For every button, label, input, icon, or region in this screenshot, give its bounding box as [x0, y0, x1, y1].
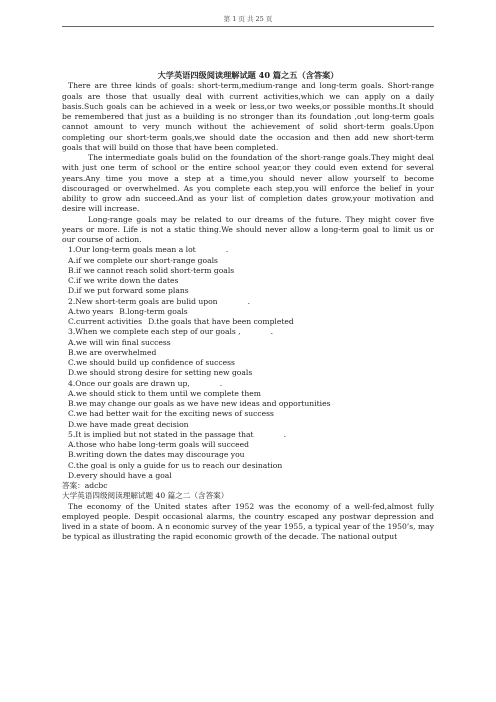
- question-5: 5.It is implied but not stated in the passage that .: [68, 429, 287, 439]
- next-passage-paragraph: The economy of the United states after 1952 was the economy of a well-fed,almost fully employed people. Despit occasional alarms, the country escaped any postwar depression and lived in a state of boom. A n economic survey of the year 1955, a typical year of the 1950’s, may be typical as illustrating the rapid economic growth of the decade. The national output: [62, 501, 434, 542]
- question-5-option-d: D.every should have a goal: [68, 470, 172, 480]
- document-title: 大学英语四级阅读理解试题 40 篇之五（含答案）: [157, 70, 339, 80]
- question-1-option-b: B.if we cannot reach solid short-term goals: [68, 265, 235, 275]
- question-3-option-b: B.we are overwhelmed: [68, 347, 157, 357]
- question-4-option-b: B.we may change our goals as we have new ideas and opportunities: [68, 399, 331, 408]
- question-2: 2.New short-term goals are bulid upon .: [68, 296, 250, 306]
- question-3: 3.When we complete each step of our goals , .: [68, 327, 274, 337]
- question-4-option-c: C.we had better wait for the exciting news of success: [68, 409, 274, 419]
- question-stem: 3.When we complete each step of our goals ,: [68, 327, 241, 337]
- question-4: 4.Once our goals are drawn up, .: [68, 378, 223, 388]
- page-header: 第 1 页 共 25 页: [223, 15, 273, 23]
- question-stem: 4.Once our goals are drawn up,: [68, 378, 190, 388]
- question-1-option-d: D.if we put forward some plans: [68, 286, 189, 296]
- question-2-options-ab: [62, 307, 434, 317]
- next-passage-title: 大学英语四级阅读理解试题 40 篇之二（含答案）: [62, 491, 229, 501]
- question-stem: 2.New short-term goals are bulid upon: [68, 296, 218, 306]
- question-1-option-c: C.if we write down the dates: [68, 276, 179, 285]
- question-2-option-d: D.the goals that have been completed: [148, 317, 294, 326]
- question-stem: 5.It is implied but not stated in the passage that: [68, 429, 254, 439]
- question-2-option-b: B.long-term goals: [119, 306, 188, 316]
- question-3-option-a: A.we will win final success: [68, 337, 171, 347]
- question-2-option-c: C.current activities: [68, 317, 143, 326]
- question-4-option-a: A.we should stick to them until we complete them: [68, 388, 261, 398]
- question-3-option-d: D.we should strong desire for setting new goals: [68, 368, 253, 378]
- question-4-option-d: D.we have made great decision: [68, 419, 189, 429]
- paragraph-3: Long-range goals may be related to our dreams of the future. They might cover five years or more. Life is not a static thing.We should never allow a long-term goal to limit us or our course of action.: [62, 214, 434, 244]
- header-divider: [62, 26, 434, 27]
- document-body: [62, 70, 434, 543]
- paragraph-2: The intermediate goals bulid on the foundation of the short-range goals.They might deal with just one term of school or the entire school year,or they could even extend for several years.Any time you move a step at a time,you should never allow yourself to become discouraged or overwhelmed. As you complete each step,you will enforce the belief in your ability to grow adn succeed.And as your list of completion dates grow,your motivation and desire will increase.: [62, 153, 434, 214]
- question-5-option-a: A.those who habe long-term goals will succeed: [68, 440, 249, 449]
- question-5-option-c: C.the goal is only a guide for us to reach our desination: [68, 460, 283, 470]
- answer-key: 答案：adcbc: [62, 481, 108, 490]
- question-2-options-cd: [62, 317, 434, 327]
- question-2-option-a: A.two years: [68, 306, 114, 316]
- question-1-option-a: A.if we complete our short-range goals: [68, 255, 218, 265]
- question-3-option-c: C.we should build up confidence of success: [68, 358, 235, 367]
- question-stem: 1.Our long-term goals mean a lot: [68, 245, 196, 255]
- question-1: 1.Our long-term goals mean a lot .: [68, 245, 229, 255]
- question-5-option-b: B.writing down the dates may discourage you: [68, 450, 245, 460]
- paragraph-1: There are three kinds of goals: short-term,medium-range and long-term goals. Short-range goals are those that usually deal with current activities,which we can apply on a daily basis.Such goals can be achieved in a week or less,or two weeks,or possible months.It should be remembered that just as a building is no stronger than its foundation ,out long-term goals cannot amount to very munch without the achievement of solid short-term goals.Upon completing our short-term goals,we should date the occasion and then add new short-term goals that will build on those that have been completed.: [62, 81, 434, 152]
